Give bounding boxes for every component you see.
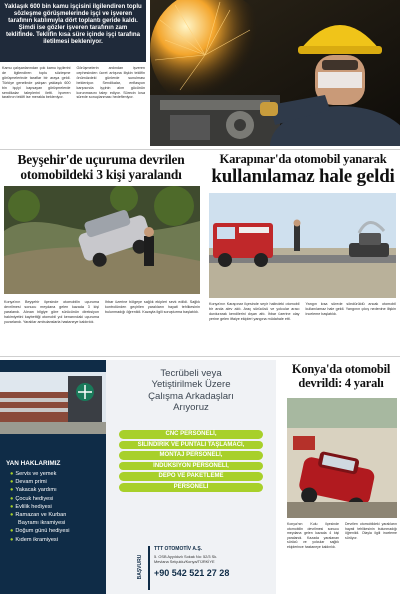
bullet-icon: ● [10, 536, 14, 543]
ad-headline-line1: Tecrübeli veya [160, 368, 222, 379]
bullet-icon: ● [10, 528, 14, 535]
story-right-headline-line1: Karapınar'da otomobil yanarak [219, 152, 387, 166]
red-car-illustration [287, 398, 397, 518]
ad-perks-list [10, 470, 70, 544]
story-konya-headline [282, 362, 400, 390]
story-right-headline-line2: kullanılamaz hale geldi [211, 166, 395, 187]
ad-position-pill: MONTAJ PERSONELİ, [119, 451, 263, 460]
ad-perk-item: Bayramı ikramiyesi [18, 520, 66, 527]
bullet-icon: ● [10, 495, 14, 502]
photo-overturned-car [4, 186, 200, 294]
welder-illustration [150, 0, 400, 146]
ad-apply-label: BAŞVURU [137, 554, 143, 580]
ad-perk-item: ● Çocuk hediyesi [10, 495, 54, 502]
overturned-car-illustration [4, 186, 200, 294]
divider-middle [0, 356, 400, 357]
intro-article-body [2, 66, 145, 146]
story-right-body-left: Konya'nın Karapınar ilçesinde seyir halindeki otomobil bir anda alev aldı. Araç sürücüsü ve yolcular aracı durdurarak kendilerini dışarı attı. İhbar üzerine olay yerine gelen itfaiye ekipleri yangına müdahale etti. [209, 302, 300, 321]
ad-right-panel [106, 360, 276, 594]
intro-lead: Yaklaşık 600 bin kamu işçisini ilgilendiren toplu sözleşme görüşmelerinde işçi ve işveren tarafının katılımıyla dört toplantı geride kaldı. Şimdi ise gözler işveren tarafının zam teklifinde. Teklifin kısa süre içinde işçi tarafına iletilmesi bekleniyor. [4, 3, 142, 46]
bullet-icon: ● [10, 487, 14, 494]
photo-overturned-red-car [287, 398, 397, 518]
divider-top [0, 149, 400, 150]
story-konya-body [287, 522, 397, 592]
ad-phone: +90 542 521 27 28 [154, 568, 230, 578]
story-konya-body-right: Devrilen otomobildeki yaralıların hayati tehlikesinin bulunmadığı öğrenildi. Olayla ilgili inceleme sürüyor. [345, 522, 397, 540]
story-right-headline [206, 152, 400, 187]
ad-position-pill: CNC PERSONELİ, [119, 430, 263, 439]
intro-lead-box [0, 0, 146, 62]
photo-fire-truck [209, 193, 396, 298]
photo-welder-worker [150, 0, 400, 146]
bullet-icon: ● [10, 479, 14, 486]
bullet-icon: ● [10, 471, 14, 477]
story-left-headline [2, 152, 200, 182]
ad-headline-line2: Yetiştirilmek Üzere [151, 379, 231, 391]
ad-position-pill: SİLİNDİRİK VE PUNTALI TAŞLAMACI, [119, 441, 263, 450]
story-konya-body-left: Konya'nın Kulu ilçesinde otomobilin devrilmesi sonucu meydana gelen kazada 4 kişi yaralandı. Kazada yaralanan sürücü ve yolcular sağlık ekiplerince hastaneye kaldırıldı. [287, 522, 339, 549]
ad-perk-item: ● Evlilik hediyesi [10, 503, 52, 510]
ad-address-line2: Mevlana Selçuklu/Konya/TÜRKİYE [154, 559, 215, 564]
ad-position-pill: İNDÜKSİYON PERSONELİ, [119, 462, 263, 471]
ad-company: TTT OTOMOTİV A.Ş. [154, 546, 203, 552]
ad-position-pill: DEPO VE PAKETLEME [119, 472, 263, 481]
ad-contact [154, 546, 274, 578]
ad-apply-label-wrap [134, 546, 146, 590]
fire-truck-illustration [209, 193, 396, 298]
ad-perk-item: ● Ramazan ve Kurban [10, 512, 67, 519]
intro-body-right: Görüşmelerin ardından işveren cephesinden ücret artışına ilişkin teklifin önümüzdeki günlerde sunulması bekleniyor. Sendikalar, enflasyon karşısında işçinin alım gücünün korunmasını talep ediyor. Sürecin kısa sürede sonuçlanması hedefleniyor. [76, 66, 145, 100]
ad-headline-line3: Çalışma Arkadaşları [148, 390, 234, 402]
story-konya-headline-line2: devrildi: 4 yaralı [298, 376, 384, 390]
ad-left-panel [0, 360, 106, 594]
ad-headline [106, 368, 276, 414]
story-left-body-right: İhbar üzerine bölgeye sağlık ekipleri sevk edildi. Sağlık kontrolünden geçirilen yaralıların hayati tehlikesinin bulunmadığı öğrenildi. Kazayla ilgili soruşturma başlatıldı. [105, 300, 200, 314]
bullet-icon: ● [10, 512, 14, 519]
ad-headline-line4: Arıyoruz [173, 402, 209, 414]
job-advertisement [0, 360, 276, 594]
factory-building-illustration [0, 372, 106, 434]
story-right-body [209, 302, 396, 352]
intro-body-left: Kamu çalışanlarından çok kamu işçilerini de ilgilendiren toplu sözleşme görüşmelerinde taraflar bir araya geldi. Türkiye genelinde çalışan yaklaşık 600 bin işçiyi kapsayan görüşmelerde sendikalar taleplerini iletti. İşveren tarafının teklifi ise merakla bekleniyor. [2, 66, 71, 100]
story-left-headline-line1: Beyşehir'de uçuruma devrilen [17, 152, 185, 167]
story-left-body-left: Konya'nın Beyşehir ilçesinde otomobilin uçuruma devrilmesi sonucu meydana gelen kazada 3 kişi yaralandı. Alınan bilgiye göre sürücünün direksiyon hakimiyetini kaybettiği otomobil yol kenarındaki uçuruma yuvarlandı. Yaralılar ambulanslarla hastaneye kaldırıldı. [4, 300, 99, 324]
story-left-headline-line2: otomobildeki 3 kişi yaralandı [20, 167, 182, 182]
ad-perk-item: ● Doğum günü hediyesi [10, 528, 70, 535]
story-right-body-right: Yangın kısa sürede söndürüldü ancak otomobil kullanılamaz hale geldi. Yangının çıkış nedenine ilişkin inceleme başlatıldı. [305, 302, 396, 316]
story-konya-headline-line1: Konya'da otomobil [291, 362, 391, 376]
ad-position-pill: PERSONELİ [119, 483, 263, 492]
ad-perk-item: ● Yakacak yardımı [10, 487, 57, 494]
ad-perks-title: YAN HAKLARIMIZ [6, 460, 61, 467]
story-left-body [4, 300, 200, 352]
ad-positions [106, 430, 276, 494]
ad-perk-item: ● Devam primi [10, 479, 47, 486]
ad-contact-divider [148, 546, 150, 590]
ad-perk-item: ● Kıdem ikramiyesi [10, 536, 58, 543]
bullet-icon: ● [10, 503, 14, 510]
ad-perk-item: ● Servis ve yemek [10, 471, 57, 477]
ad-address-line1: 5. OSB Ayyıldızlı Sokak No: 52/3 Sk. [154, 554, 218, 559]
